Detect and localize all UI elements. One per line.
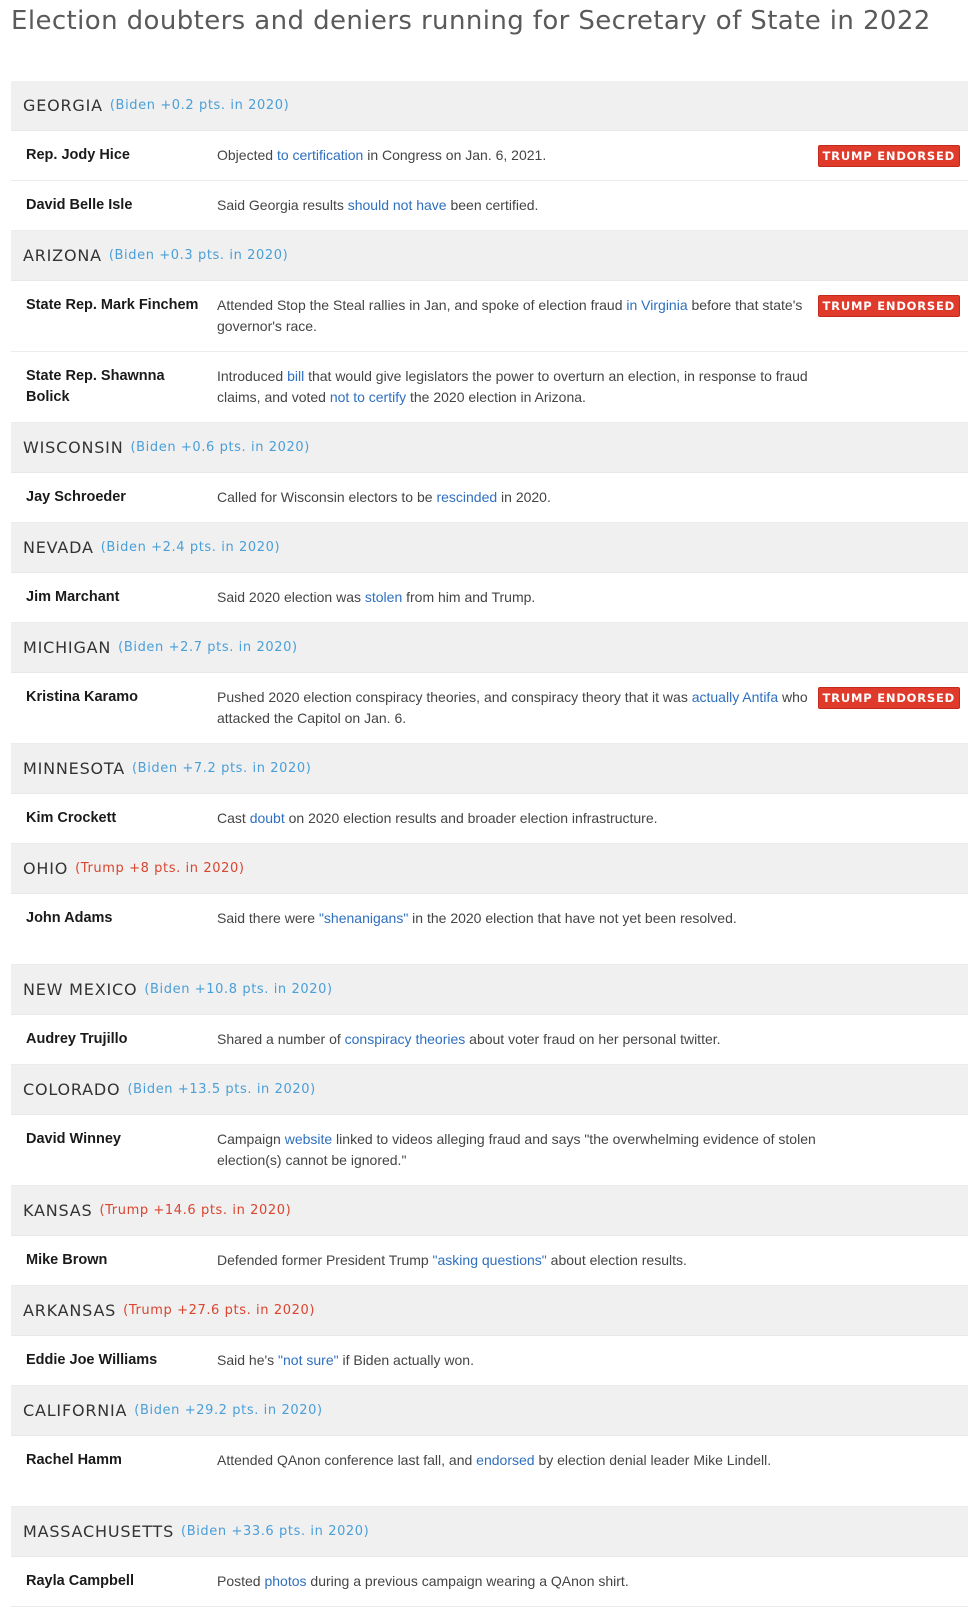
candidate-row — [11, 281, 968, 352]
candidate-row — [11, 794, 968, 844]
candidate-description: Defended former President Trump "asking questions" about election results. — [217, 1252, 687, 1268]
state-header-row — [11, 231, 968, 281]
trump-endorsed-badge: TRUMP ENDORSED — [818, 687, 960, 709]
state-margin-note: (Biden +2.4 pts. in 2020) — [100, 540, 281, 555]
description-link[interactable]: "shenanigans" — [318, 910, 409, 926]
candidate-row — [11, 1557, 968, 1607]
candidate-name: Kristina Karamo — [26, 689, 139, 705]
state-name: MICHIGAN — [23, 638, 112, 657]
candidate-row — [11, 473, 968, 523]
candidate-row — [11, 1336, 968, 1386]
state-header-row — [11, 1507, 968, 1557]
candidate-name: Jim Marchant — [26, 589, 120, 605]
candidate-description: Campaign website linked to videos alleging fraud and says "the overwhelming evidence of stolen election(s) cannot be ignored." — [217, 1131, 816, 1168]
candidate-name: Audrey Trujillo — [26, 1031, 128, 1047]
candidate-name: Eddie Joe Williams — [26, 1352, 158, 1368]
candidates-table — [11, 81, 968, 1607]
state-name: MASSACHUSETTS — [23, 1522, 175, 1541]
description-link[interactable]: not to certify — [329, 389, 407, 405]
description-link[interactable]: endorsed — [476, 1452, 535, 1468]
state-margin-note: (Biden +13.5 pts. in 2020) — [127, 1082, 316, 1097]
candidate-row — [11, 181, 968, 231]
candidate-name: Rep. Jody Hice — [26, 147, 130, 163]
candidate-name: Mike Brown — [26, 1252, 108, 1268]
description-link[interactable]: website — [284, 1131, 333, 1147]
state-name: NEVADA — [23, 538, 94, 557]
candidate-row — [11, 1436, 968, 1507]
description-link[interactable]: to certification — [276, 147, 364, 163]
candidate-description: Called for Wisconsin electors to be rescinded in 2020. — [217, 489, 551, 505]
state-header-row — [11, 423, 968, 473]
state-margin-note: (Biden +33.6 pts. in 2020) — [181, 1524, 370, 1539]
candidate-description: Objected to certification in Congress on Jan. 6, 2021. — [217, 147, 547, 163]
state-name: KANSAS — [23, 1201, 93, 1220]
candidate-name: State Rep. Shawnna Bolick — [26, 368, 165, 405]
state-header-row — [11, 744, 968, 794]
description-link[interactable]: photos — [264, 1573, 307, 1589]
candidate-description: Pushed 2020 election conspiracy theories, and conspiracy theory that it was actually Antifa who attacked the Capitol on Jan. 6. — [217, 689, 808, 726]
state-name: CALIFORNIA — [23, 1401, 128, 1420]
state-header-row — [11, 1386, 968, 1436]
state-margin-note: (Trump +14.6 pts. in 2020) — [99, 1203, 292, 1218]
candidate-description: Introduced bill that would give legislators the power to overturn an election, in response to fraud claims, and voted not to certify the 2020 election in Arizona. — [217, 368, 808, 405]
candidate-description: Cast doubt on 2020 election results and broader election infrastructure. — [217, 810, 658, 826]
candidate-name: Kim Crockett — [26, 810, 117, 826]
candidate-description: Posted photos during a previous campaign wearing a QAnon shirt. — [217, 1573, 629, 1589]
description-link[interactable]: conspiracy theories — [344, 1031, 466, 1047]
candidate-row — [11, 573, 968, 623]
candidate-row — [11, 894, 968, 965]
state-margin-note: (Biden +10.8 pts. in 2020) — [144, 982, 333, 997]
description-link[interactable]: "not sure" — [278, 1352, 339, 1368]
description-link[interactable]: rescinded — [436, 489, 498, 505]
state-margin-note: (Biden +2.7 pts. in 2020) — [118, 640, 298, 655]
candidate-name: David Winney — [26, 1131, 121, 1147]
trump-endorsed-badge: TRUMP ENDORSED — [818, 145, 960, 167]
trump-endorsed-badge: TRUMP ENDORSED — [818, 295, 960, 317]
state-margin-note: (Trump +27.6 pts. in 2020) — [123, 1303, 315, 1318]
candidate-name: Rachel Hamm — [26, 1452, 122, 1468]
candidate-row — [11, 1236, 968, 1286]
description-link[interactable]: "asking questions" — [432, 1252, 547, 1268]
description-link[interactable]: in Virginia — [626, 297, 688, 313]
state-name: NEW MEXICO — [23, 980, 138, 999]
state-name: COLORADO — [23, 1080, 121, 1099]
candidate-description: Attended Stop the Steal rallies in Jan, and spoke of election fraud in Virginia before that state's governor's race. — [217, 297, 803, 334]
page-title: Election doubters and deniers running for Secretary of State in 2022 — [11, 6, 931, 36]
candidate-row — [11, 673, 968, 744]
candidate-row — [11, 131, 968, 181]
candidate-description: Said Georgia results should not have been certified. — [217, 197, 539, 213]
state-header-row — [11, 523, 968, 573]
description-link[interactable]: actually Antifa — [691, 689, 779, 705]
candidate-description: Said 2020 election was stolen from him and Trump. — [217, 589, 536, 605]
candidate-name: John Adams — [26, 910, 113, 926]
state-margin-note: (Biden +7.2 pts. in 2020) — [132, 761, 312, 776]
state-name: OHIO — [23, 859, 69, 878]
state-header-row — [11, 1065, 968, 1115]
state-margin-note: (Trump +8 pts. in 2020) — [75, 861, 245, 876]
candidate-description: Said there were "shenanigans" in the 2020 election that have not yet been resolved. — [217, 910, 737, 926]
candidate-name: David Belle Isle — [26, 197, 133, 213]
description-link[interactable]: doubt — [249, 810, 285, 826]
state-header-row — [11, 81, 968, 131]
description-link[interactable]: should not have — [347, 197, 447, 213]
state-margin-note: (Biden +0.3 pts. in 2020) — [108, 248, 289, 263]
state-name: ARKANSAS — [23, 1301, 117, 1320]
state-name: ARIZONA — [23, 246, 102, 265]
candidate-name: State Rep. Mark Finchem — [26, 297, 199, 313]
description-link[interactable]: bill — [287, 368, 305, 384]
state-header-row — [11, 623, 968, 673]
state-margin-note: (Biden +29.2 pts. in 2020) — [134, 1403, 323, 1418]
state-header-row — [11, 965, 968, 1015]
state-name: GEORGIA — [23, 96, 103, 115]
candidate-row — [11, 352, 968, 423]
state-margin-note: (Biden +0.6 pts. in 2020) — [130, 440, 310, 455]
state-name: WISCONSIN — [23, 438, 124, 457]
state-header-row — [11, 1286, 968, 1336]
candidate-row — [11, 1115, 968, 1186]
candidate-description: Attended QAnon conference last fall, and endorsed by election denial leader Mike Lindell. — [217, 1452, 772, 1468]
state-margin-note: (Biden +0.2 pts. in 2020) — [109, 98, 290, 113]
candidate-name: Jay Schroeder — [26, 489, 126, 505]
candidate-description: Said he's "not sure" if Biden actually won. — [217, 1352, 474, 1368]
state-name: MINNESOTA — [23, 759, 125, 778]
candidate-row — [11, 1015, 968, 1065]
candidate-description: Shared a number of conspiracy theories about voter fraud on her personal twitter. — [217, 1031, 721, 1047]
state-header-row — [11, 1186, 968, 1236]
description-link[interactable]: stolen — [364, 589, 403, 605]
state-header-row — [11, 844, 968, 894]
candidate-name: Rayla Campbell — [26, 1573, 134, 1589]
